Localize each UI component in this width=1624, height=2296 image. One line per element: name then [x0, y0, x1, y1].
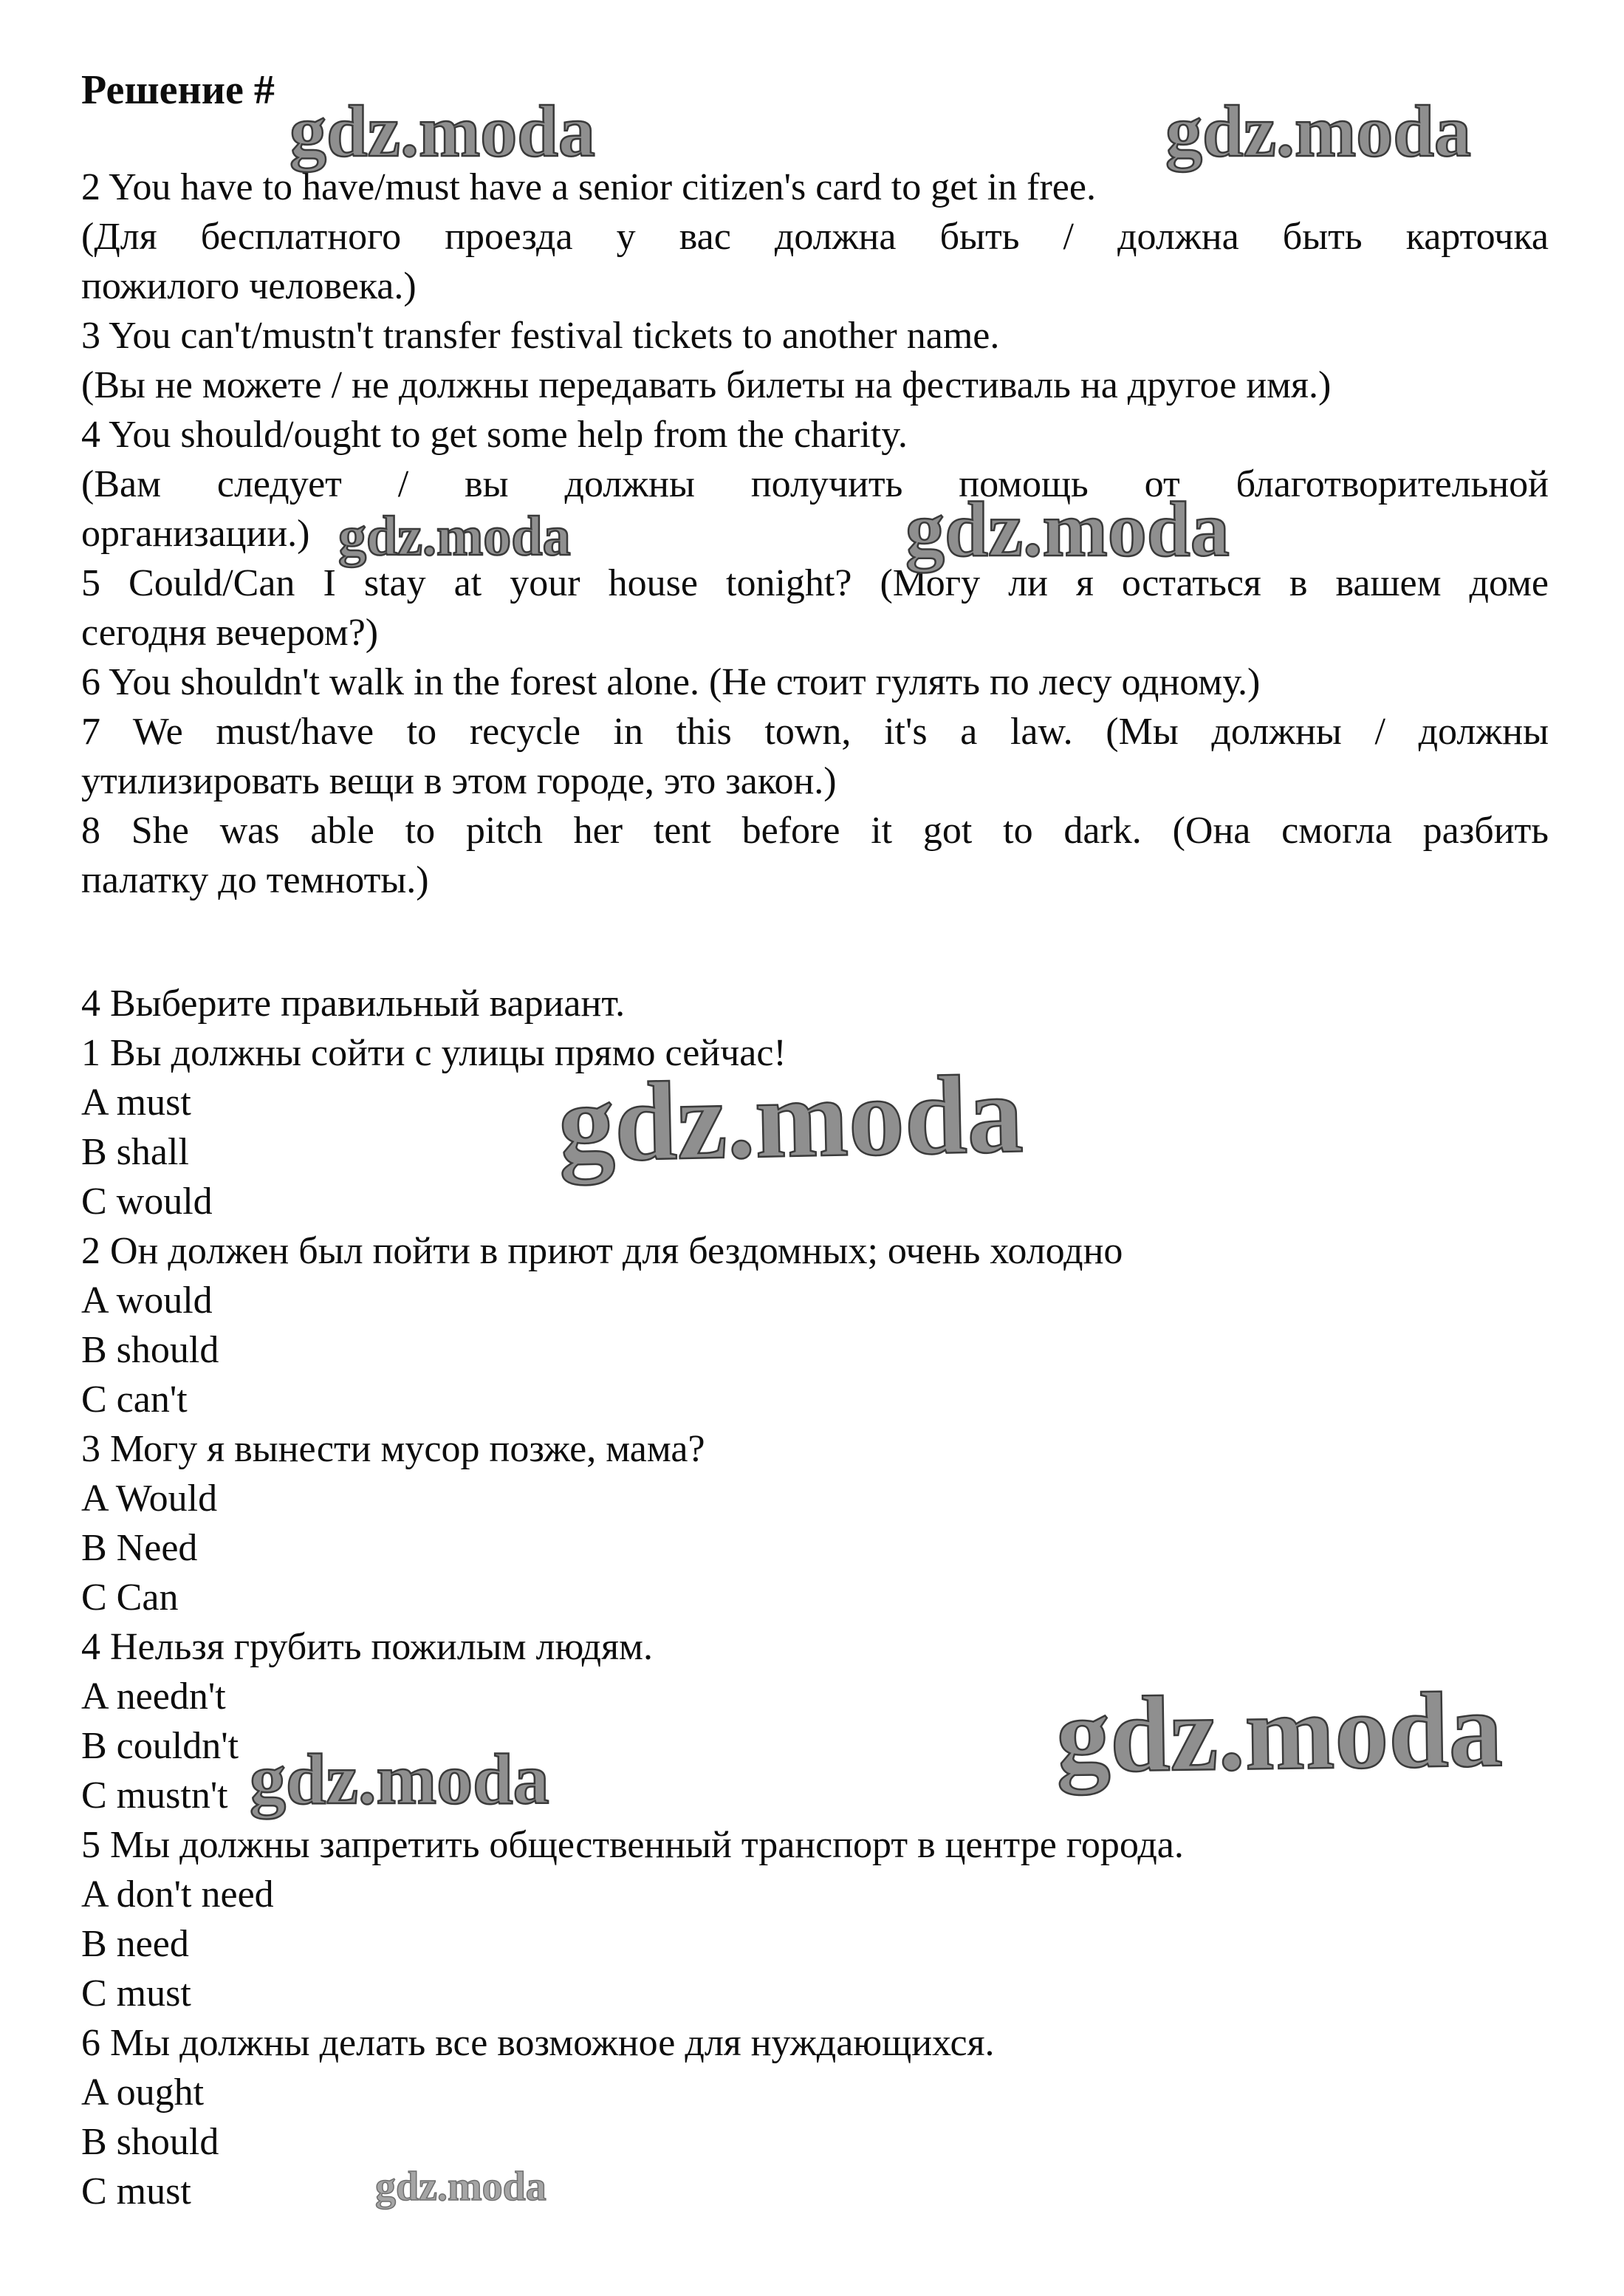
blank-line: [81, 905, 1549, 979]
text-line: A Would: [81, 1477, 218, 1520]
text-line: A would: [81, 1279, 213, 1322]
text-line: 4 Выберите правильный вариант.: [81, 983, 626, 1025]
text-line: (Для бесплатного проезда у вас должна быть / должна быть карточка: [81, 216, 1549, 258]
watermark: gdz.moda: [1055, 1669, 1504, 1796]
text-line: A must: [81, 1082, 191, 1124]
text-line: C would: [81, 1181, 213, 1223]
watermark: gdz.moda: [905, 486, 1230, 573]
text-line: C Can: [81, 1576, 179, 1619]
text-line: B Need: [81, 1527, 198, 1569]
watermark: gdz.moda: [375, 2164, 547, 2210]
text-line: B need: [81, 1923, 189, 1965]
watermark: gdz.moda: [338, 505, 571, 567]
text-line: 2 You have to have/must have a senior citizen's card to get in free.: [81, 166, 1096, 208]
text-line: 7 We must/have to recycle in this town, it's a law. (Мы должны / должны: [81, 711, 1549, 753]
text-line: A don't need: [81, 1873, 274, 1916]
text-line: C must: [81, 2170, 191, 2213]
text-line: 8 She was able to pitch her tent before it got to dark. (Она смогла разбить: [81, 810, 1549, 852]
text-line: C mustn't: [81, 1774, 228, 1817]
text-line: 6 Мы должны делать все возможное для нуждающихся.: [81, 2022, 995, 2064]
text-line: палатку до темноты.): [81, 859, 429, 901]
text-line: 1 Вы должны сойти с улицы прямо сейчас!: [81, 1032, 787, 1074]
text-line: 3 You can't/mustn't transfer festival tickets to another name.: [81, 315, 1000, 357]
text-line: сегодня вечером?): [81, 612, 379, 654]
watermark: gdz.moda: [289, 90, 595, 172]
text-line: B couldn't: [81, 1725, 239, 1767]
text-line: B should: [81, 2121, 219, 2163]
text-line: (Вам следует / вы должны получить помощь от благотворительной: [81, 463, 1549, 505]
text-line: 6 You shouldn't walk in the forest alone. (Не стоит гулять по лесу одному.): [81, 661, 1261, 703]
text-line: A needn't: [81, 1675, 226, 1718]
page-title: Решение #: [81, 67, 275, 113]
watermark: gdz.moda: [557, 1051, 1024, 1186]
text-line: утилизировать вещи в этом городе, это закон.): [81, 760, 837, 802]
text-line: 3 Могу я вынести мусор позже, мама?: [81, 1428, 705, 1470]
text-line: A ought: [81, 2071, 205, 2114]
text-line: (Вы не можете / не должны передавать билеты на фестиваль на другое имя.): [81, 364, 1332, 406]
text-line: пожилого человека.): [81, 265, 417, 307]
text-line: 5 Could/Can I stay at your house tonight? (Могу ли я остаться в вашем доме: [81, 562, 1549, 604]
text-line: организации.): [81, 513, 310, 555]
text-line: C must: [81, 1972, 191, 2015]
watermark: gdz.moda: [250, 1740, 549, 1820]
text-line: 4 You should/ought to get some help from the charity.: [81, 414, 908, 456]
document-body: [81, 163, 1549, 2216]
text-line: 5 Мы должны запретить общественный транспорт в центре города.: [81, 1824, 1184, 1866]
text-line: 2 Он должен был пойти в приют для бездомных; очень холодно: [81, 1230, 1123, 1272]
text-line: 4 Нельзя грубить пожилым людям.: [81, 1626, 653, 1668]
text-line: B shall: [81, 1131, 189, 1173]
watermark: gdz.moda: [1165, 90, 1471, 172]
text-line: C can't: [81, 1378, 188, 1421]
text-line: B should: [81, 1329, 219, 1371]
